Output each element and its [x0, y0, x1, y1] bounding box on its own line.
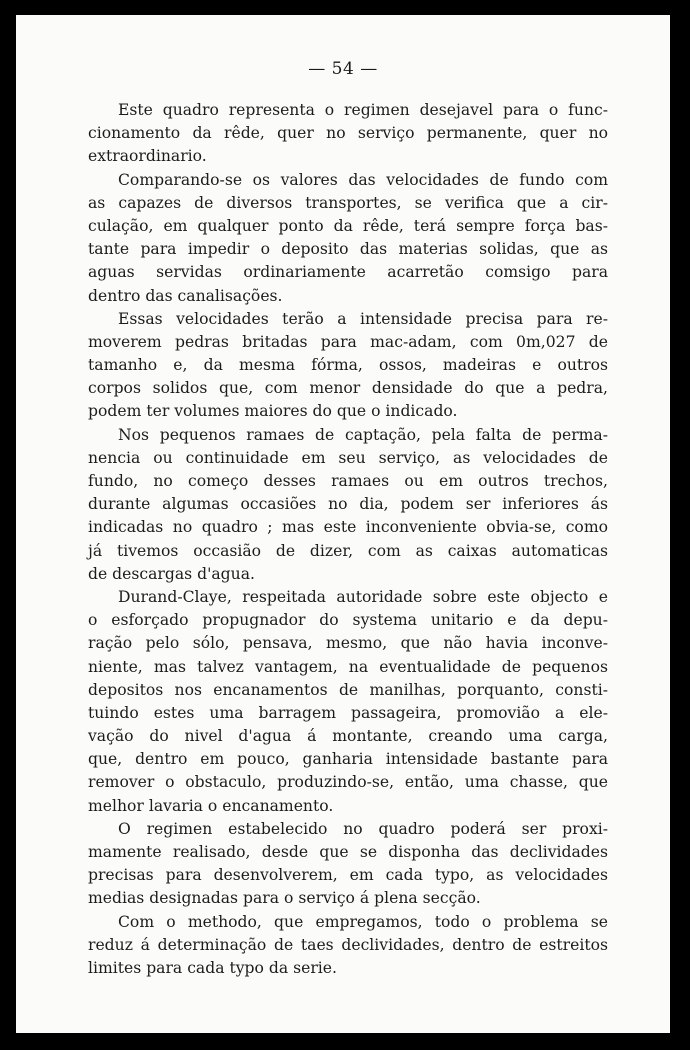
- text-line: nencia ou continuidade em seu serviço, as velocidades de: [88, 448, 608, 467]
- text-line: aguas servidas ordinariamente acarretão comsigo para: [88, 263, 608, 282]
- text-line: Essas velocidades terão a intensidade precisa para re-: [118, 309, 608, 328]
- text-line: depositos nos encanamentos de manilhas, porquanto, consti-: [88, 680, 608, 699]
- text-line: Nos pequenos ramaes de captação, pela falta de perma-: [118, 425, 608, 444]
- text-line: moverem pedras britadas para mac-adam, com 0m,027 de: [88, 332, 608, 351]
- text-line: Com o methodo, que empregamos, todo o problema se: [118, 912, 608, 931]
- text-line: ração pelo sólo, pensava, mesmo, que não havia inconve-: [88, 634, 608, 653]
- text-line: podem ter volumes maiores do que o indicado.: [88, 402, 458, 421]
- text-line: remover o obstaculo, produzindo-se, então, uma chasse, que: [88, 773, 608, 792]
- text-line: Este quadro representa o regimen desejavel para o func-: [118, 101, 608, 119]
- paragraph-4: [88, 424, 608, 586]
- text-line: reduz á determinação de taes declividades, dentro de estreitos: [88, 935, 608, 954]
- text-line: durante algumas occasiões no dia, podem ser inferiores ás: [88, 495, 608, 514]
- text-line: precisas para desenvolverem, em cada typo, as velocidades: [88, 866, 608, 885]
- paragraph-3: [88, 308, 608, 424]
- text-line: melhor lavaria o encanamento.: [88, 796, 334, 815]
- text-line: fundo, no começo desses ramaes ou em outros trechos,: [88, 472, 608, 490]
- text-line: O regimen estabelecido no quadro poderá ser proxi-: [118, 819, 608, 838]
- text-line: cionamento da rêde, quer no serviço permanente, quer no: [88, 124, 608, 143]
- text-line: niente, mas talvez vantagem, na eventualidade de pequenos: [88, 657, 608, 676]
- text-line: tante para impedir o deposito das materias solidas, que as: [88, 240, 608, 259]
- body-text: [88, 99, 608, 980]
- paragraph-2: [88, 169, 608, 308]
- text-line: tuindo estes uma barragem passageira, promovião a ele-: [88, 703, 608, 722]
- paragraph-1: [88, 99, 608, 169]
- text-line: indicadas no quadro ; mas este inconveniente obvia-se, como: [88, 518, 608, 537]
- text-line: limites para cada typo da serie.: [88, 958, 337, 977]
- text-line: que, dentro em pouco, ganharia intensidade bastante para: [88, 750, 608, 769]
- text-line: o esforçado propugnador do systema unitario e da depu-: [88, 611, 608, 630]
- text-line: culação, em qualquer ponto da rêde, terá sempre força bas-: [88, 216, 608, 235]
- text-line: medias designadas para o serviço á plena secção.: [88, 889, 481, 908]
- text-line: já tivemos occasião de dizer, com as caixas automaticas: [88, 541, 608, 560]
- text-line: Durand-Claye, respeitada autoridade sobre este objecto e: [118, 587, 608, 606]
- page-number: — 54 —: [308, 59, 378, 79]
- text-line: vação do nivel d'agua á montante, creando uma carga,: [88, 727, 608, 746]
- text-line: Comparando-se os valores das velocidades de fundo com: [118, 170, 608, 189]
- text-line: mamente realisado, desde que se disponha das declividades: [88, 843, 608, 861]
- text-line: tamanho e, da mesma fórma, ossos, madeiras e outros: [88, 356, 608, 375]
- text-line: dentro das canalisações.: [88, 286, 283, 305]
- paragraph-6: [88, 818, 608, 911]
- paragraph-7: [88, 911, 608, 981]
- text-line: corpos solidos que, com menor densidade do que a pedra,: [88, 379, 608, 398]
- paragraph-5: [88, 586, 608, 818]
- text-line: extraordinario.: [88, 147, 207, 166]
- text-line: as capazes de diversos transportes, se verifica que a cir-: [88, 193, 608, 212]
- text-line: de descargas d'agua.: [88, 564, 255, 583]
- book-page: [16, 15, 670, 1033]
